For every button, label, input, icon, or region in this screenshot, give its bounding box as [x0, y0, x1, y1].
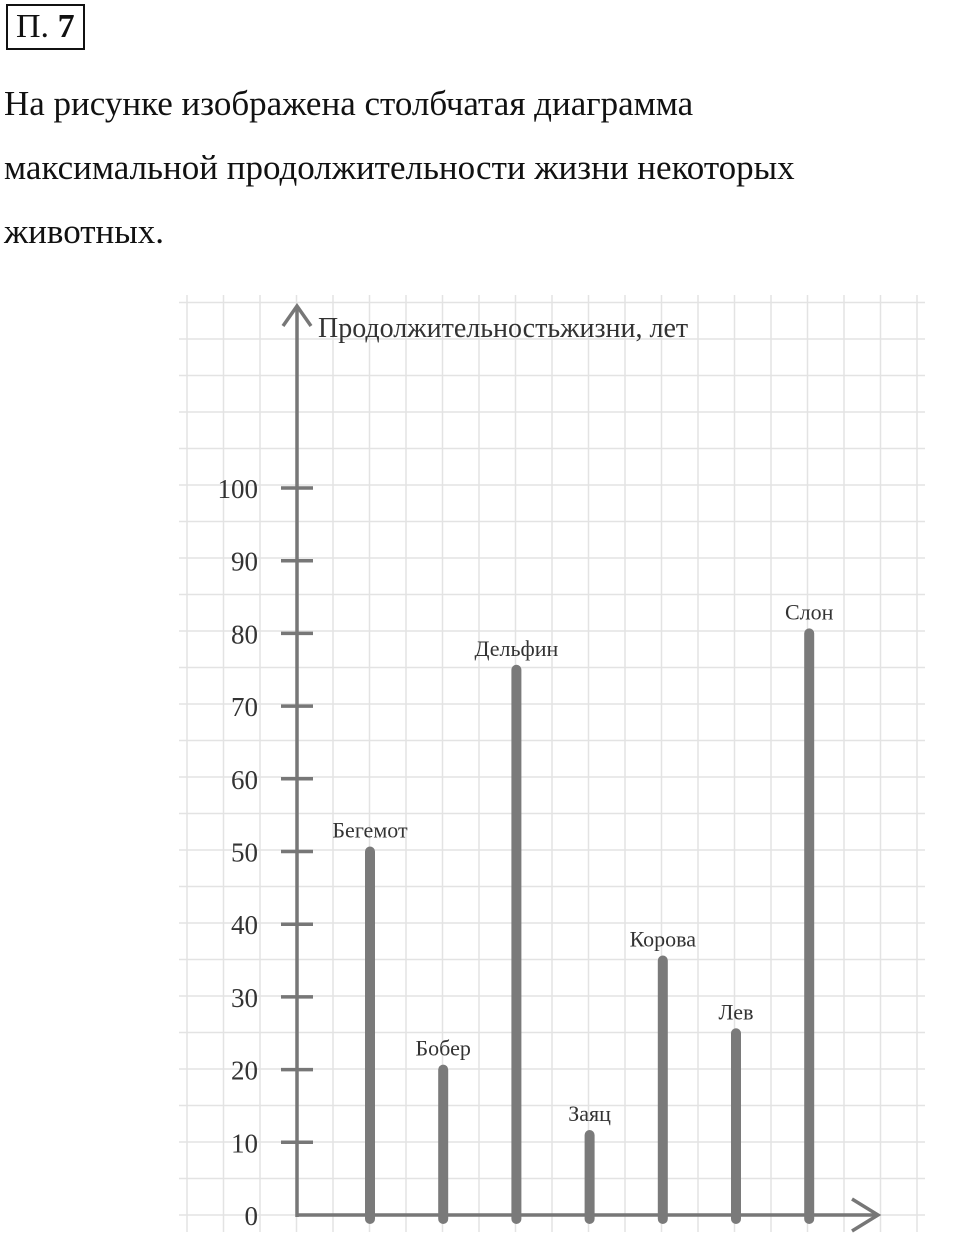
y-tick-label: 80	[231, 619, 258, 650]
bar-category-label: Слон	[784, 599, 834, 625]
problem-line-3: животных.	[4, 212, 165, 251]
bar-category-label: Дельфин	[474, 635, 559, 661]
problem-line-1: На рисунке изображена столбчатая диаграмма	[4, 84, 694, 123]
y-tick-label: 70	[231, 692, 258, 723]
chart-bars	[332, 599, 833, 1219]
y-tick-label: 60	[231, 764, 258, 795]
y-axis-title: Продолжительностьжизни, лет	[318, 313, 689, 344]
bar-category-label: Лев	[718, 999, 754, 1025]
y-tick-label: 0	[244, 1201, 258, 1231]
y-tick-label: 100	[217, 474, 258, 504]
y-tick-label: 40	[231, 910, 258, 941]
y-tick-label: 20	[231, 1055, 258, 1086]
bar-category-label: Корова	[629, 926, 697, 952]
bar-category-label: Бобер	[415, 1035, 471, 1061]
problem-line-2: максимальной продолжительности жизни некоторых	[4, 148, 795, 187]
problem-number: 7	[57, 8, 75, 45]
problem-prefix: П.	[16, 8, 50, 45]
bar-category-label: Бегемот	[332, 817, 408, 843]
y-tick-label: 50	[231, 837, 258, 868]
bar-category-label: Заяц	[568, 1101, 611, 1127]
y-tick-label: 90	[231, 546, 258, 577]
y-tick-label: 30	[231, 982, 258, 1013]
y-tick-label: 10	[231, 1128, 258, 1159]
